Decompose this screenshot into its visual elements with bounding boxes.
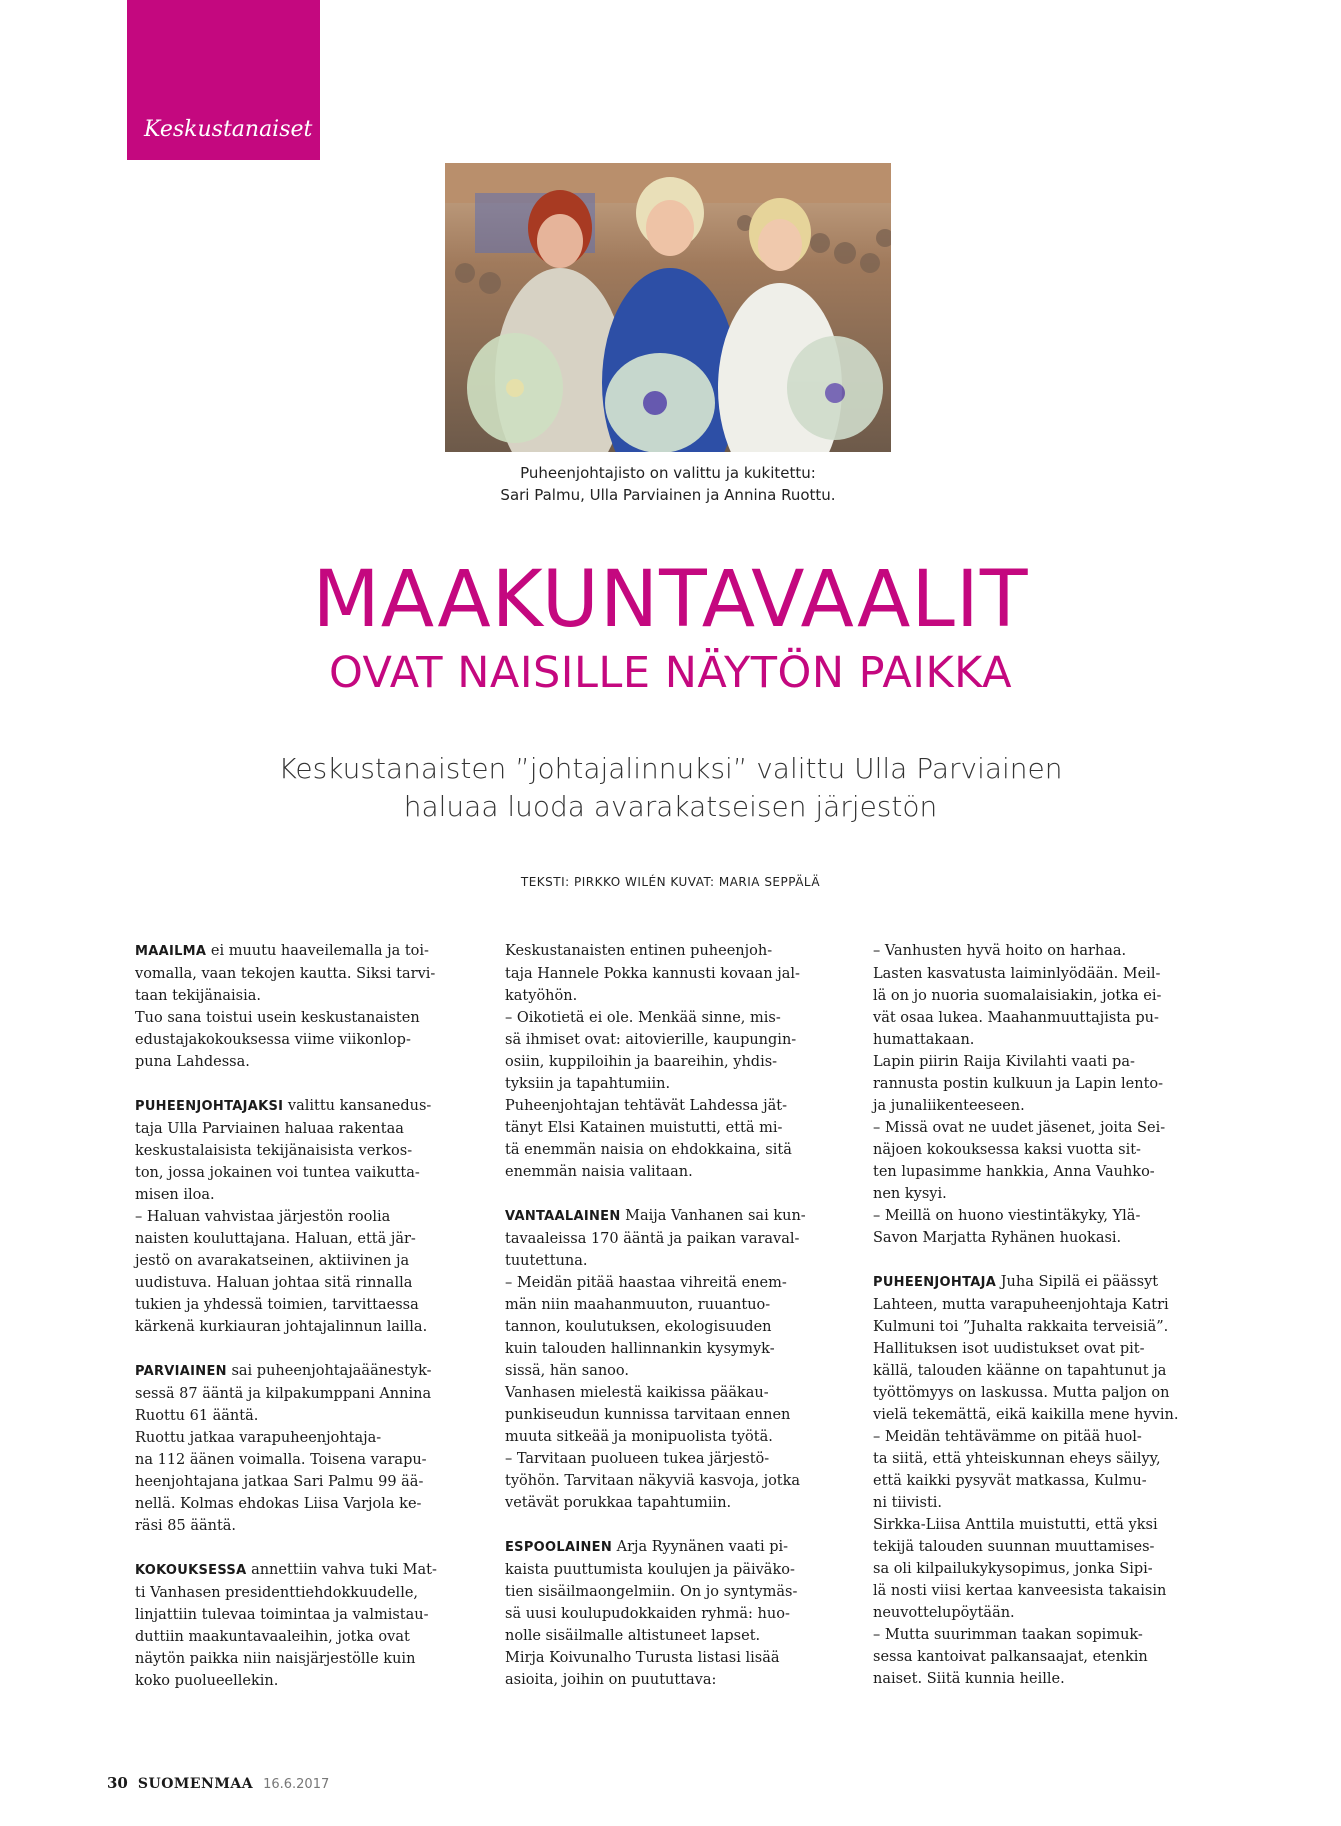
- section-label: Keskustanaiset: [144, 117, 313, 142]
- paragraph-text: Juha Sipilä ei päässyt Lahteen, mutta varapuheenjohtaja Katri Kulmuni toi ”Juhalta rakkaita terveisiä”. Hallituksen isot uudistukset ovat pit- källä, talouden käänne on tapahtunut ja työttömyys on laskussa. Mutta paljon on vielä tekemättä, eikä kaikilla mene hyvin. – Meidän tehtävämme on pitää huol- ta siitä, että yhteiskunnan eheys säilyy, että kaikki pysyvät matkassa, Kulmu- ni tiivisti. Sirkka-Liisa Anttila muistutti, että yksi tekijä talouden suunnan muuttamises- sa oli kilpailukykysopimus, jonka Sipi- lä nosti viisi kertaa kanveesista takaisin neuvottelupöytään. – Mutta suurimman taakan sopimuk- sessa kantoivat palkansaajat, etenkin naiset. Siitä kunnia heille.: [873, 1274, 1179, 1687]
- paragraph-lead: PARVIAINEN: [135, 1364, 227, 1379]
- subtitle: [180, 750, 1161, 826]
- article-photo: [445, 163, 891, 452]
- paragraph: [505, 1536, 835, 1691]
- paragraph-lead: VANTAALAINEN: [505, 1209, 621, 1224]
- paragraph: [135, 1360, 465, 1537]
- headline-line-1: MAAKUNTAVAALIT: [312, 555, 1029, 645]
- publication-name: SUOMENMAA: [137, 1776, 254, 1792]
- paragraph-text: Keskustanaisten entinen puheenjoh- taja Hannele Pokka kannusti kovaan jal- katyöhön. – Oikotietä ei ole. Menkää sinne, mis- sä ihmiset ovat: aitovierille, kaupungin- osiin, kuppiloihin ja baareihin, yhdis- tyksiin ja tapahtumiin. Puheenjohtajan tehtävät Lahdessa jät- tänyt Elsi Katainen muistutti, että mi- tä enemmän naisia on ehdokkaina, sitä enemmän naisia valitaan.: [505, 943, 800, 1180]
- issue-date: 16.6.2017: [263, 1777, 330, 1792]
- subtitle-line: haluaa luoda avarakatseisen järjestön: [403, 790, 938, 823]
- paragraph-text: sai puheenjohtajaäänestyk- sessä 87 ääntä ja kilpakumppani Annina Ruottu 61 ääntä. Ruottu jatkaa varapuheenjohtaja- na 112 äänen voimalla. Toisena varapu- heenjohtajana jatkaa Sari Palmu 99 ää- nellä. Kolmas ehdokas Liisa Varjola ke- räsi 85 ääntä.: [135, 1363, 432, 1534]
- paragraph: [873, 1271, 1203, 1690]
- paragraph: [505, 1205, 835, 1514]
- byline: TEKSTI: PIRKKO WILÉN KUVAT: MARIA SEPPÄLÄ: [520, 875, 821, 889]
- paragraph-text: Arja Ryynänen vaati pi- kaista puuttumista koulujen ja päiväko- tien sisäilmaongelmiin. On jo syntymäs- sä uusi koulupudokkaiden ryhmä: huo- nolle sisäilmalle altistuneet lapset. Mirja Koivunalho Turusta listasi lisää asioita, joihin on puututtava:: [505, 1539, 798, 1688]
- article-column-3: [873, 940, 1203, 1690]
- article-column-2: [505, 940, 835, 1691]
- paragraph-lead: PUHEENJOHTAJAKSI: [135, 1099, 284, 1114]
- page-number: 30: [107, 1774, 128, 1792]
- section-tab: [127, 0, 320, 160]
- headline: [140, 556, 1201, 702]
- caption-line: Puheenjohtajisto on valittu ja kukitettu:: [520, 464, 816, 482]
- paragraph: [135, 1095, 465, 1338]
- paragraph-text: valittu kansanedus- taja Ulla Parviainen haluaa rakentaa keskustalaisista tekijänaisista verkos- ton, jossa jokainen voi tuntea vaikutta- misen iloa. – Haluan vahvistaa järjestön roolia naisten kouluttajana. Haluan, että jär- jestö on avarakatseinen, aktiivinen ja uudistuva. Haluan johtaa sitä rinnalla tukien ja yhdessä toimien, tarvittaessa kärkenä kurkiauran johtajalinnun lailla.: [135, 1098, 432, 1335]
- paragraph-text: ei muutu haaveilemalla ja toi- vomalla, vaan tekojen kautta. Siksi tarvi- taan tekijänaisia. Tuo sana toistui usein keskustanaisten edustajakokouksessa viime viikonlop- puna Lahdessa.: [135, 943, 436, 1070]
- photo-illustration: [445, 163, 891, 452]
- paragraph: [873, 940, 1203, 1249]
- photo-caption: [400, 462, 936, 506]
- paragraph-text: annettiin vahva tuki Mat- ti Vanhasen presidenttiehdokkuudelle, linjattiin tulevaa toimintaa ja valmistau- duttiin maakuntavaaleihin, jotka ovat näytön paikka niin naisjärjestölle kuin koko puolueellekin.: [135, 1562, 437, 1689]
- paragraph-lead: ESPOOLAINEN: [505, 1540, 612, 1555]
- paragraph-text: – Vanhusten hyvä hoito on harhaa. Lasten kasvatusta laiminlyödään. Meil- lä on jo nuoria suomalaisiakin, jotka ei- vät osaa lukea. Maahanmuuttajista pu- humattakaan. Lapin piirin Raija Kivilahti vaati pa- rannusta postin kulkuun ja Lapin lento- ja junaliikenteeseen. – Missä ovat ne uudet jäsenet, joita Sei- näjoen kokouksessa kaksi vuotta sit- ten lupasimme hankkia, Anna Vauhko- nen kysyi. – Meillä on huono viestintäkyky, Ylä- Savon Marjatta Ryhänen huokasi.: [873, 943, 1166, 1246]
- paragraph: [135, 940, 465, 1073]
- page-footer: [107, 1774, 329, 1794]
- paragraph-lead: MAAILMA: [135, 944, 207, 959]
- paragraph-lead: KOKOUKSESSA: [135, 1563, 247, 1578]
- subtitle-line: Keskustanaisten ”johtajalinnuksi” valittu Ulla Parviainen: [278, 752, 1063, 785]
- paragraph-text: Maija Vanhanen sai kun- tavaaleissa 170 ääntä ja paikan varaval- tuutettuna. – Meidän pitää haastaa vihreitä enem- män niin maahanmuuton, ruuantuo- tannon, koulutuksen, ekologisuuden kuin talouden hallinnankin kysymyk- sissä, hän sanoo. Vanhasen mielestä kaikissa pääkau- punkiseudun kunnissa tarvitaan ennen muuta sitkeää ja monipuolista työtä. – Tarvitaan puolueen tukea järjestö- työhön. Tarvitaan näkyviä kasvoja, jotka vetävät porukkaa tapahtumiin.: [505, 1208, 806, 1511]
- headline-line-2: OVAT NAISILLE NÄYTÖN PAIKKA: [328, 648, 1013, 698]
- caption-line: Sari Palmu, Ulla Parviainen ja Annina Ruottu.: [500, 486, 836, 504]
- paragraph: [505, 940, 835, 1183]
- paragraph: [135, 1559, 465, 1692]
- article-column-1: [135, 940, 465, 1692]
- paragraph-lead: PUHEENJOHTAJA: [873, 1275, 997, 1290]
